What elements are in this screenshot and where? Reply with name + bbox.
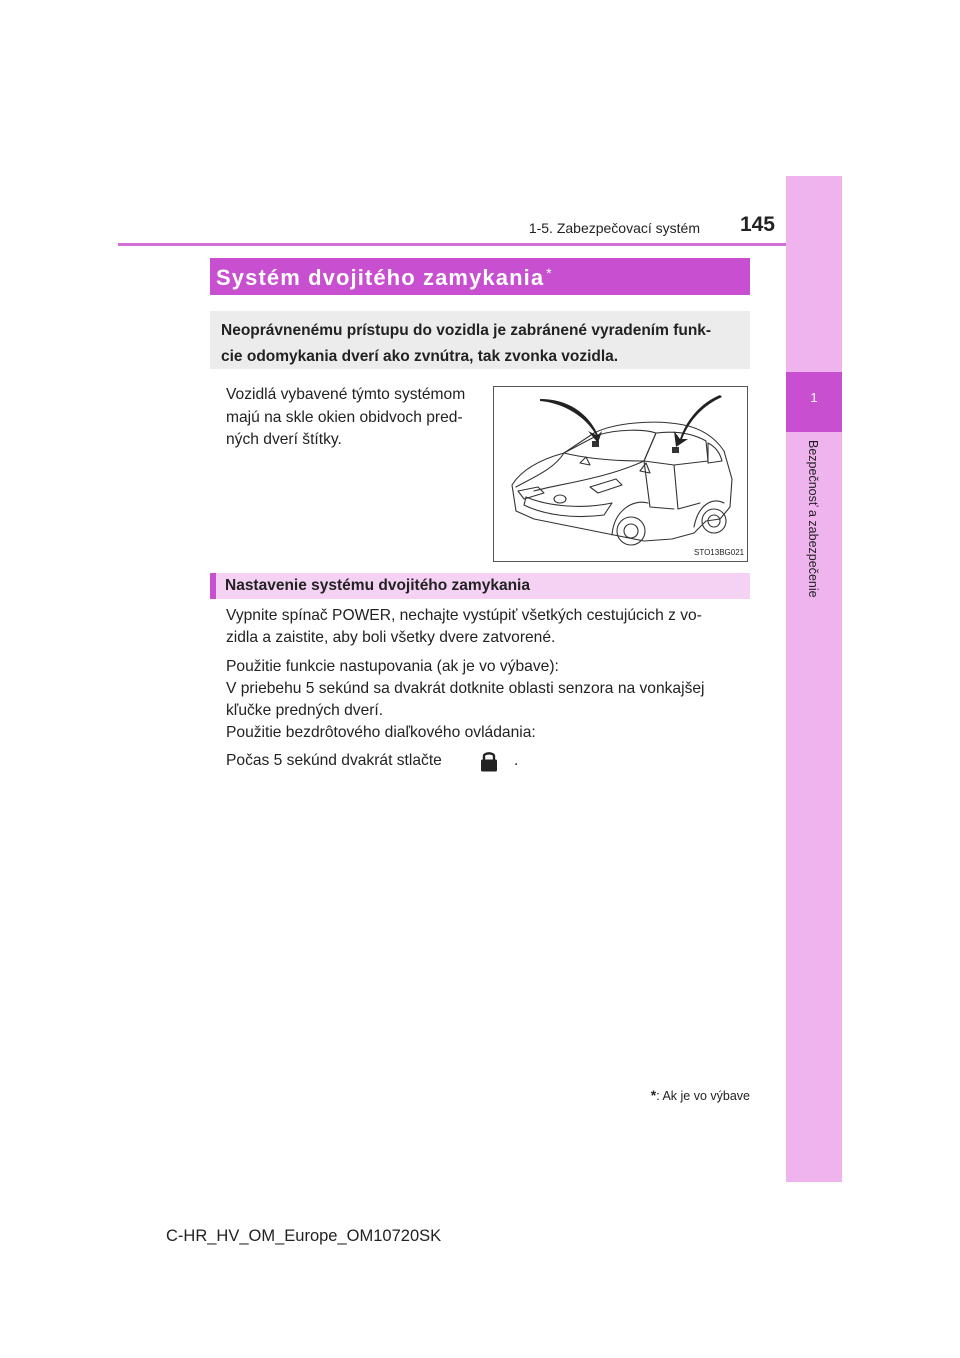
intro-line: cie odomykania dverí ako zvnútra, tak zvonka vozidla. bbox=[221, 348, 619, 365]
lock-icon bbox=[479, 750, 499, 772]
page-title bbox=[216, 265, 553, 291]
text-line: majú na skle okien obidvoch pred- bbox=[226, 408, 463, 426]
footnote-mark: * bbox=[650, 1087, 657, 1103]
subsection-title: Nastavenie systému dvojitého zamykania bbox=[225, 577, 530, 594]
page-number: 145 bbox=[739, 213, 775, 236]
text-line: ných dverí štítky. bbox=[226, 431, 342, 448]
text-line: Vozidlá vybavené týmto systémom bbox=[226, 386, 466, 403]
optional-equipment-mark: * bbox=[546, 265, 553, 281]
text-line: zidla a zaistite, aby boli všetky dvere zatvorené. bbox=[226, 629, 556, 646]
chapter-title: Bezpečnosť a zabezpečenie bbox=[806, 440, 820, 598]
chapter-side-tab bbox=[786, 176, 842, 1182]
chapter-number: 1 bbox=[810, 390, 818, 405]
paragraph-2 bbox=[226, 656, 756, 744]
car-illustration bbox=[493, 386, 748, 562]
paragraph-3-end: . bbox=[514, 752, 519, 769]
car-drawing bbox=[494, 387, 747, 561]
figure-description bbox=[226, 384, 488, 452]
intro-text bbox=[221, 318, 751, 370]
text-line: V priebehu 5 sekúnd sa dvakrát dotknite oblasti senzora na vonkajšej bbox=[226, 680, 705, 697]
section-label: 1-5. Zabezpečovací systém bbox=[528, 220, 700, 236]
text-line: Použitie bezdrôtového diaľkového ovládania: bbox=[226, 724, 536, 741]
subsection-accent bbox=[210, 573, 216, 599]
text-line: kľučke predných dverí. bbox=[226, 702, 384, 719]
paragraph-3-start: Počas 5 sekúnd dvakrát stlačte bbox=[226, 752, 442, 769]
footnote-text: : Ak je vo výbave bbox=[656, 1089, 750, 1103]
text-line: Vypnite spínač POWER, nechajte vystúpiť všetkých cestujúcich z vo- bbox=[226, 607, 702, 624]
footnote bbox=[600, 1087, 750, 1103]
document-id: C-HR_HV_OM_Europe_OM10720SK bbox=[166, 1227, 442, 1245]
intro-line: Neoprávnenému prístupu do vozidla je zabránené vyradením funk- bbox=[221, 322, 712, 339]
header-divider bbox=[118, 243, 786, 246]
page-title-text: Systém dvojitého zamykania bbox=[216, 265, 545, 290]
text-line: Použitie funkcie nastupovania (ak je vo výbave): bbox=[226, 658, 559, 675]
paragraph-1 bbox=[226, 605, 756, 649]
figure-code: STO13BG021 bbox=[694, 548, 745, 557]
